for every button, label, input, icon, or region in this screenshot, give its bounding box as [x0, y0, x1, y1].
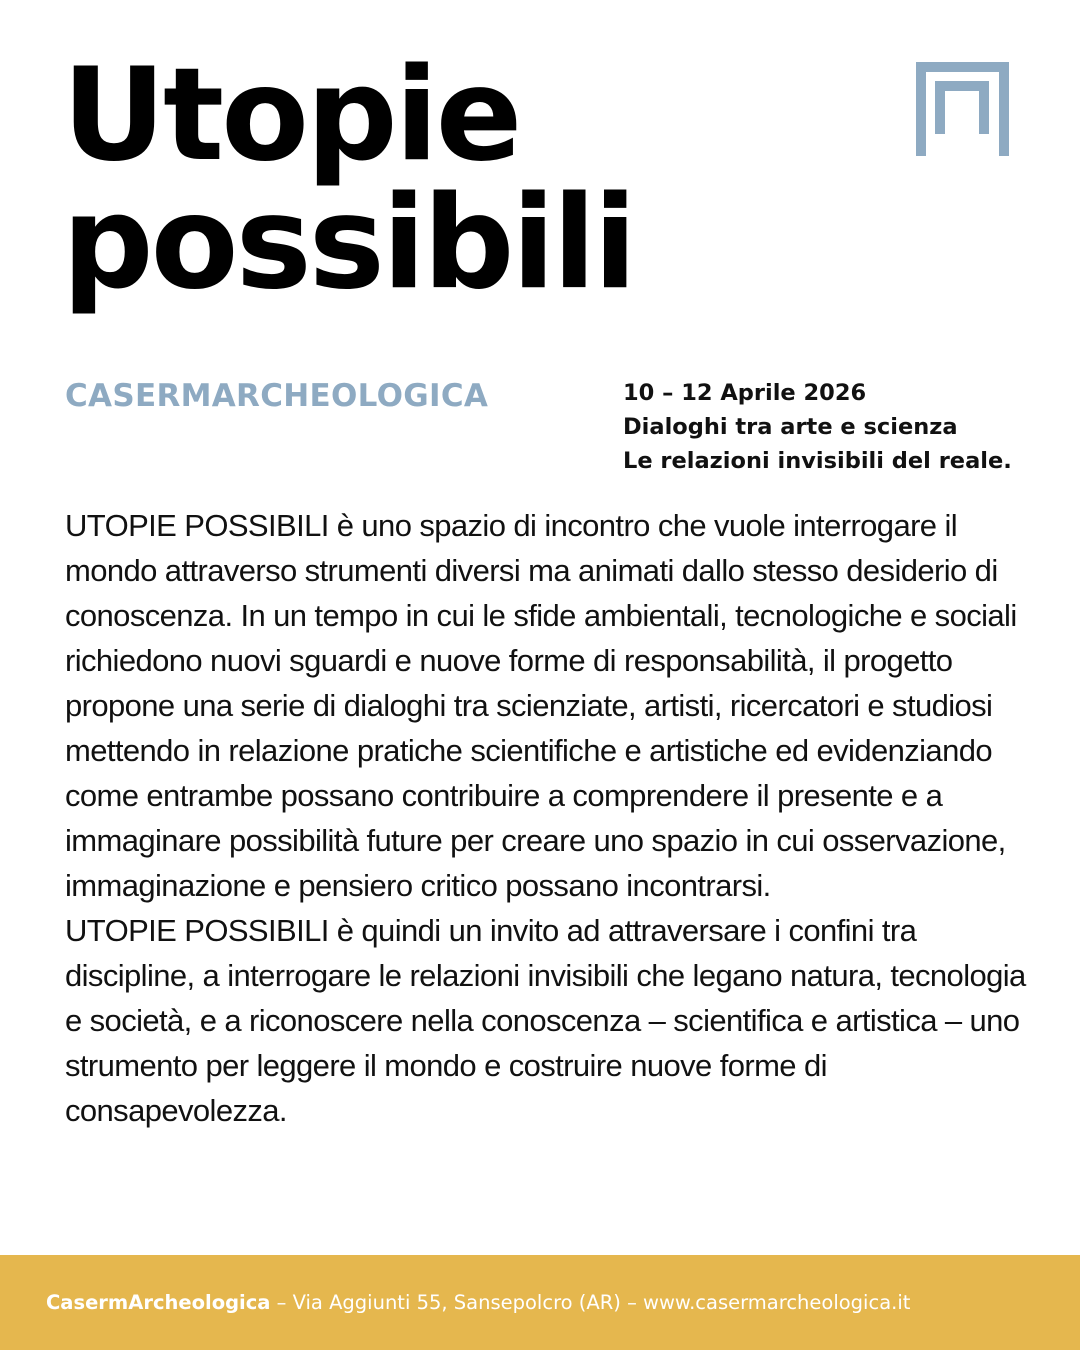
title-line-2: possibili	[62, 169, 635, 318]
organization-name: CASERMARCHEOLOGICA	[65, 378, 489, 414]
title-line-1: Utopie	[62, 41, 520, 190]
event-tagline: Le relazioni invisibili del reale.	[623, 448, 1012, 474]
event-dates: 10 – 12 Aprile 2026	[623, 380, 867, 406]
footer-text	[46, 1291, 910, 1314]
description	[65, 503, 1045, 1133]
footer-brand: CasermArcheologica	[46, 1291, 271, 1314]
event-info	[623, 376, 1012, 478]
event-subtitle: Dialoghi tra arte e scienza	[623, 414, 958, 440]
description-paragraph-1: UTOPIE POSSIBILI è uno spazio di incontro che vuole interrogare il mondo attraverso strumenti diversi ma animati dallo stesso desiderio di conoscenza. In un tempo in cui le sfide ambientali, tecnologiche e sociali richiedono nuovi sguardi e nuove forme di responsabilità, il progetto propone una serie di dialoghi tra scienziate, artisti, ricercatori e studiosi mettendo in relazione pratiche scientifiche e artistiche ed evidenziando come entrambe possano contribuire a comprendere il presente e a immaginare possibilità future per creare uno spazio in cui osservazione, immaginazione e pensiero critico possano incontrarsi.	[65, 508, 1017, 903]
footer-address-website: – Via Aggiunti 55, Sansepolcro (AR) – www.casermarcheologica.it	[270, 1291, 911, 1314]
footer-bar	[0, 1255, 1080, 1350]
description-paragraph-2: UTOPIE POSSIBILI è quindi un invito ad attraversare i confini tra discipline, a interrogare le relazioni invisibili che legano natura, tecnologia e società, e a riconoscere nella conoscenza – scientifica e artistica – uno strumento per leggere il mondo e costruire nuove forme di consapevolezza.	[65, 913, 1026, 1128]
nested-arch-logo-icon	[916, 62, 1009, 156]
page-title	[62, 41, 635, 318]
